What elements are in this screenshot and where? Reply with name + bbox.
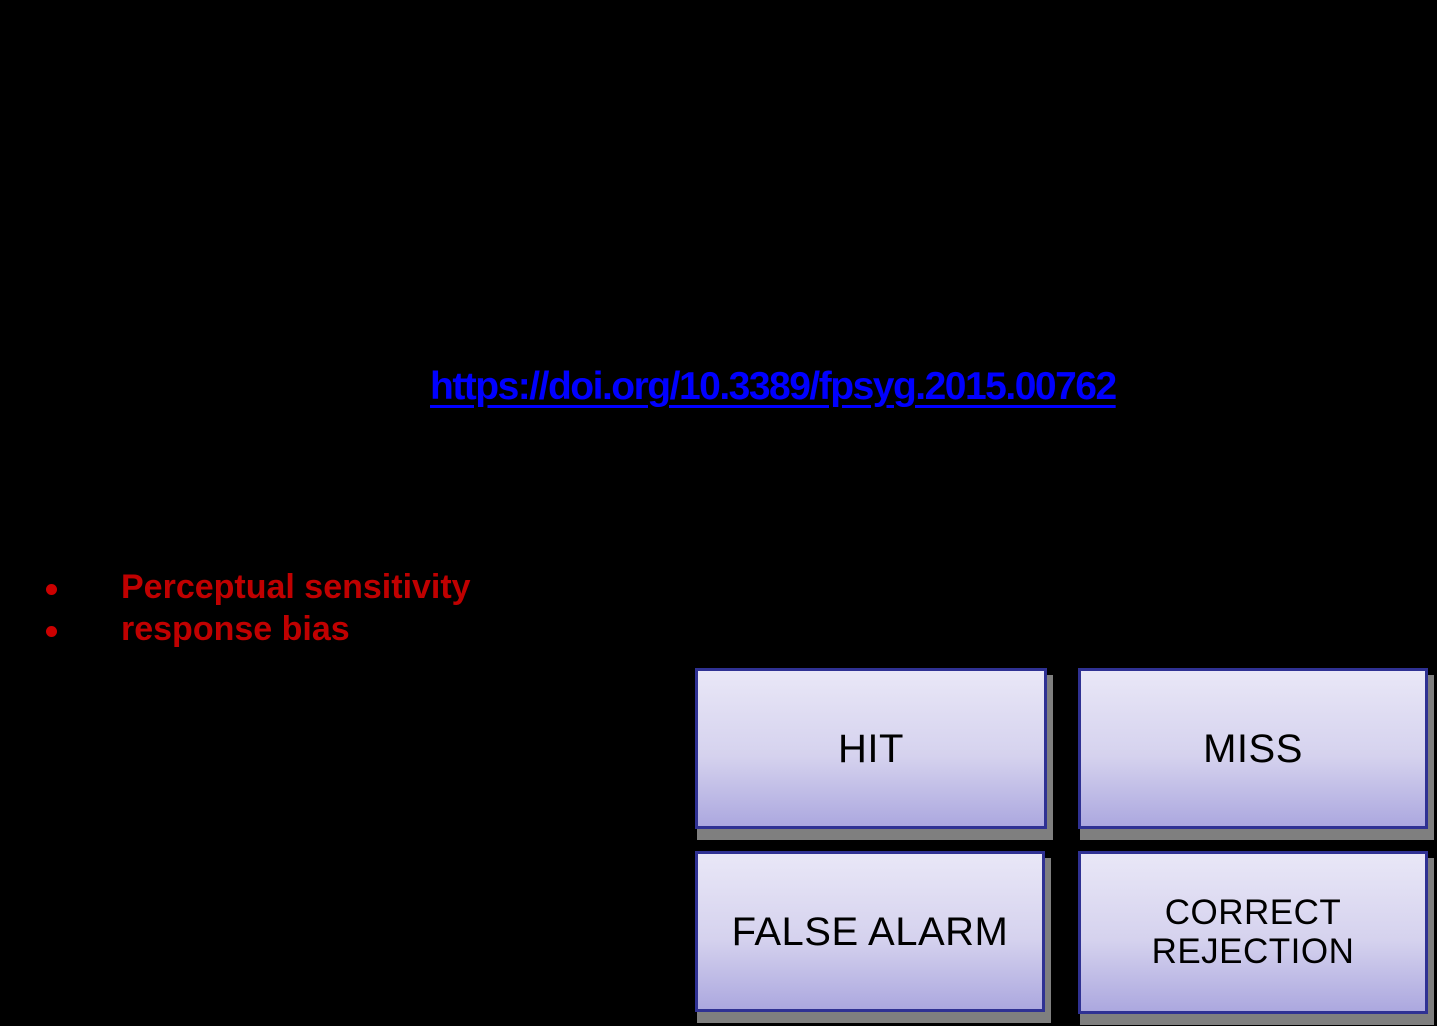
bullet-icon <box>46 584 57 595</box>
bullet-item <box>46 610 471 652</box>
bullet-icon <box>46 626 57 637</box>
matrix-cell-correct-rejection <box>1078 851 1428 1014</box>
bullet-text-response-bias: response bias <box>121 610 350 648</box>
bullet-text-perceptual-sensitivity: Perceptual sensitivity <box>121 568 471 606</box>
matrix-cell-hit <box>695 668 1047 829</box>
matrix-cell-label: HIT <box>838 726 904 771</box>
matrix-cell-label: MISS <box>1203 726 1303 771</box>
matrix-cell-label: CORRECT REJECTION <box>1151 893 1355 971</box>
matrix-cell-false-alarm <box>695 851 1045 1012</box>
matrix-cell-miss <box>1078 668 1428 829</box>
matrix-cell-label: FALSE ALARM <box>731 909 1009 954</box>
doi-link[interactable]: https://doi.org/10.3389/fpsyg.2015.00762 <box>430 365 1116 408</box>
bullet-list <box>46 568 471 652</box>
bullet-item <box>46 568 471 610</box>
